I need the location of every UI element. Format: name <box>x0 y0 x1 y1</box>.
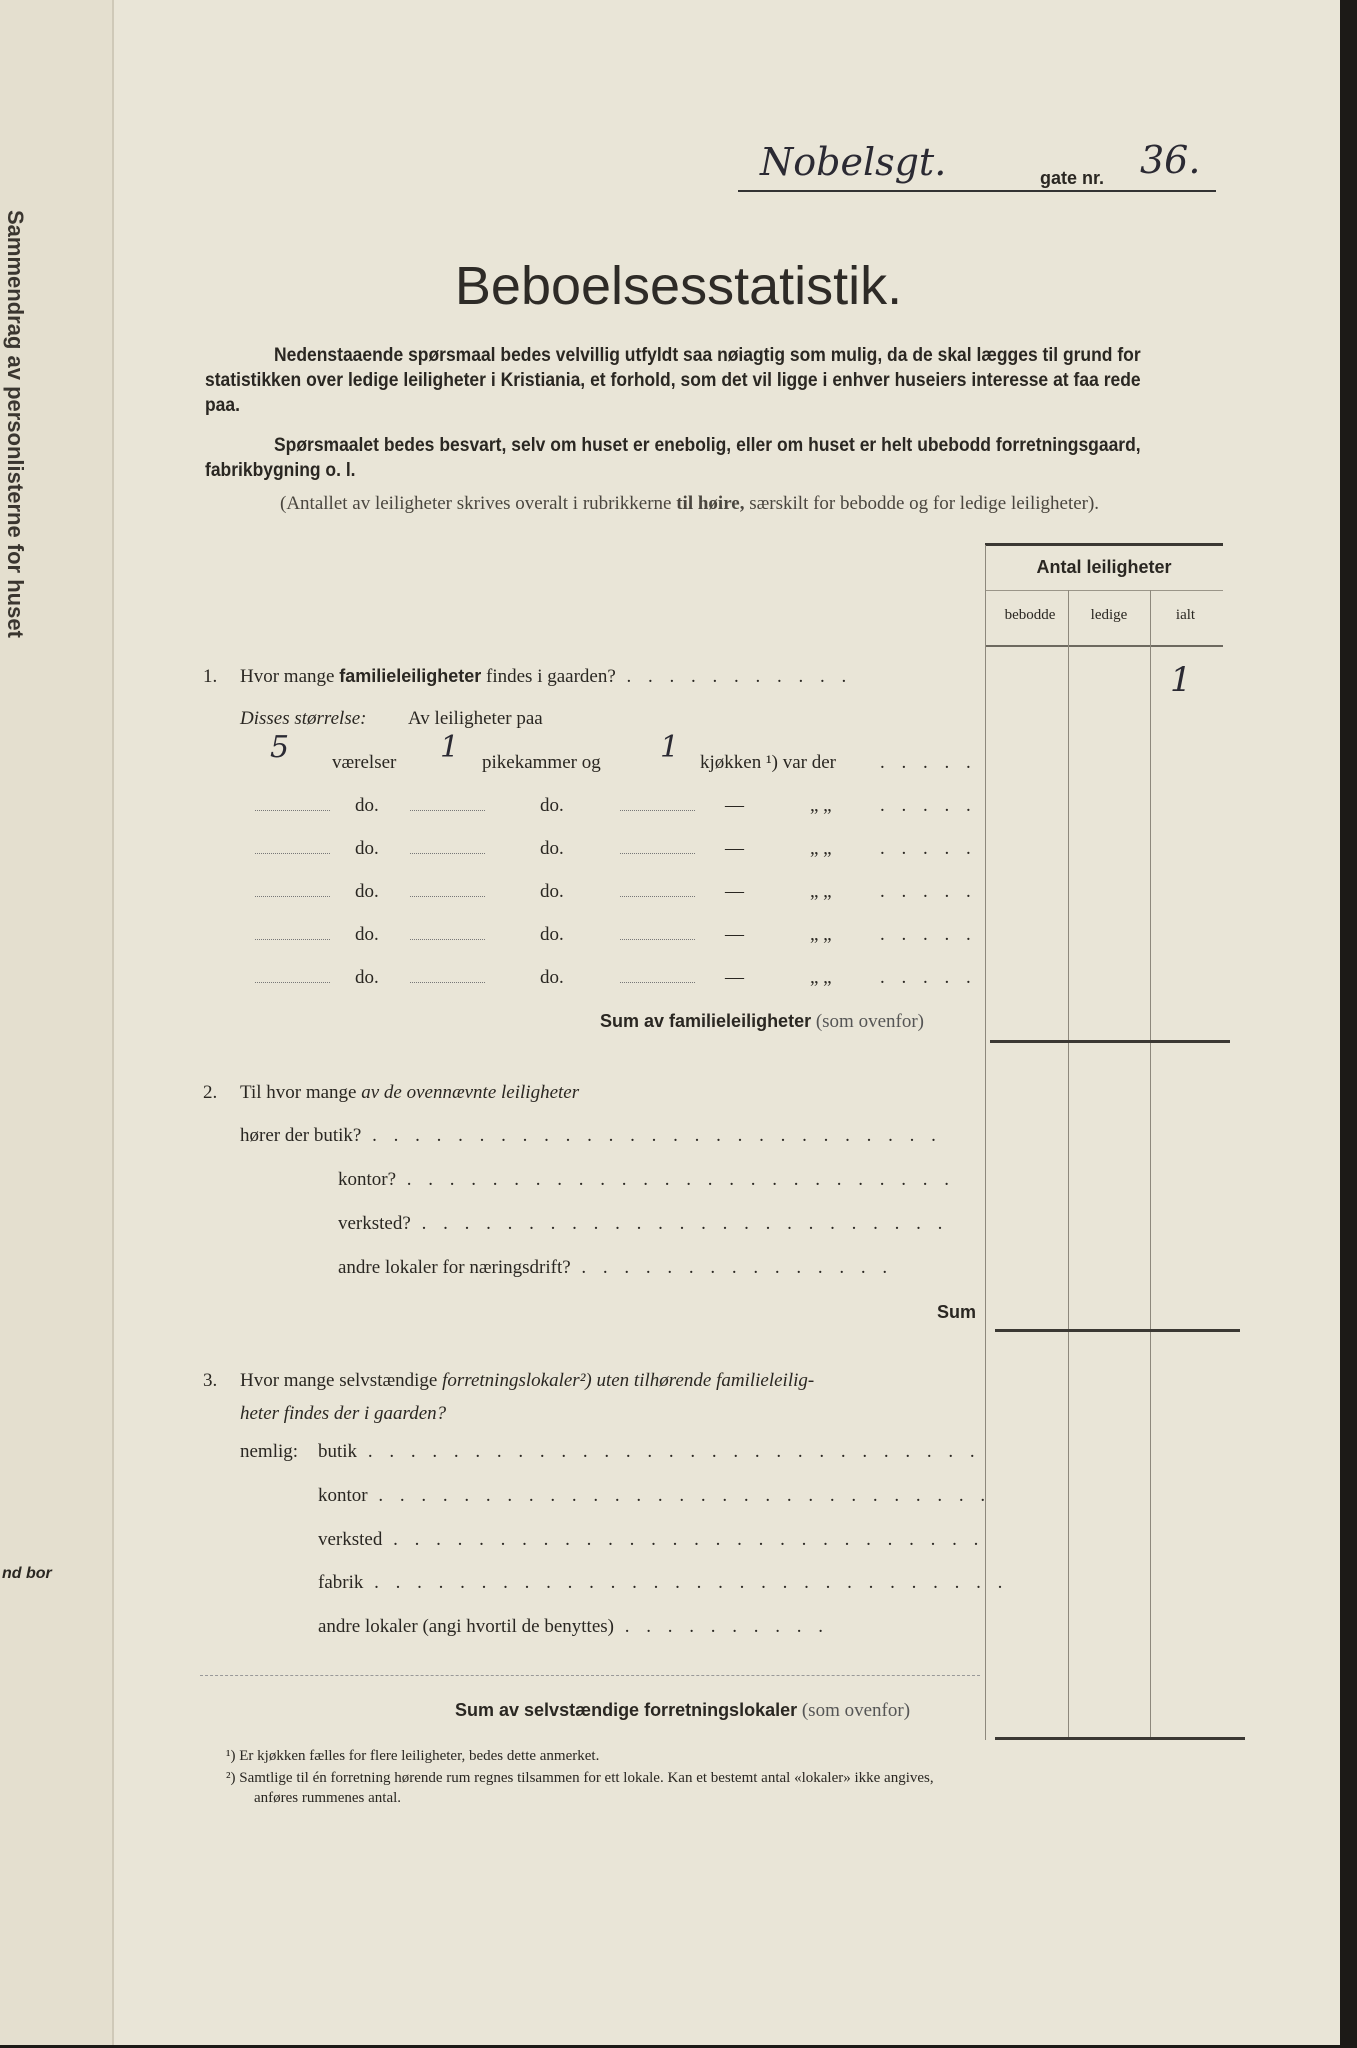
dash: — <box>725 967 744 988</box>
street-name-handwritten: Nobelsgt. <box>760 140 947 184</box>
col-line <box>1150 590 1151 1740</box>
q2-number: 2. <box>203 1082 218 1103</box>
do-label: do. <box>355 924 379 945</box>
q3-text-d: heter findes der i gaarden? <box>240 1403 447 1424</box>
q3-sum-note: (som ovenfor) <box>797 1700 911 1721</box>
q3-sum <box>455 1700 910 1722</box>
q3-item-label: verksted <box>318 1529 383 1550</box>
sum3-rule <box>995 1737 1245 1740</box>
q1-sum-note: (som ovenfor) <box>811 1011 924 1032</box>
q3-text-a: Hvor mange selvstændige <box>240 1370 443 1391</box>
q3-item: fabrik . . . . . . . . . . . . . . . . . . . . . . . . . . . . . . <box>318 1572 1009 1593</box>
q2-text-a: Til hvor mange <box>240 1082 362 1103</box>
q2-text-italic: av de ovennævnte leiligheter <box>361 1082 580 1103</box>
q3-item-label: fabrik <box>318 1572 364 1593</box>
kitchen-count: 1 <box>660 730 680 765</box>
q2-item-andre: andre lokaler for næringsdrift? . . . . . . . . . . . . . . . <box>338 1257 894 1278</box>
q3-text-italic: forretningslokaler <box>442 1370 580 1391</box>
q3-nemlig: nemlig: <box>240 1441 299 1462</box>
intro-p3-text: (Antallet av leiligheter skrives overalt i rubrikkerne <box>280 493 677 514</box>
street-number-handwritten: 36. <box>1140 138 1201 182</box>
q3-number: 3. <box>203 1370 218 1391</box>
q3-text <box>240 1370 814 1392</box>
intro-p3-bold: til høire, <box>676 493 745 514</box>
do-label: do. <box>540 924 564 945</box>
q3-item-label: andre lokaler (angi hvortil de benyttes) <box>318 1616 614 1637</box>
q1-size-text: Av leiligheter paa <box>408 708 543 729</box>
q1-ialt-handwritten: 1 <box>1170 660 1192 700</box>
q2-text <box>240 1082 579 1104</box>
intro-p3-text-end: særskilt for bebodde og for ledige leiligheter). <box>744 493 1100 514</box>
q1-size-label: Disses størrelse: <box>240 708 367 729</box>
ditto: „ „ <box>810 881 832 902</box>
intro-paragraph-2: Spørsmaalet bedes besvart, selv om huset er enebolig, eller om huset er helt ubebodd forretningsgaard, fabrikbygning o. l. <box>205 435 1141 481</box>
dash: — <box>725 838 744 859</box>
q1-text-a: Hvor mange <box>240 666 340 687</box>
col-ialt: ialt <box>1175 607 1196 623</box>
q2-item-label: kontor? <box>338 1169 397 1190</box>
col-ledige: ledige <box>1090 607 1128 623</box>
q1-sum-label: Sum av familieleiligheter <box>600 1011 812 1031</box>
left-margin-fragment: nd bor <box>2 1565 52 1582</box>
q1-text-c: findes i gaarden? <box>481 666 616 687</box>
maid-rooms-count: 1 <box>440 730 460 765</box>
intro-paragraph-3 <box>205 493 1222 515</box>
q3-item-label: kontor <box>318 1485 368 1506</box>
ditto: „ „ <box>810 924 832 945</box>
maid-rooms-label: pikekammer og <box>482 752 601 773</box>
do-label: do. <box>540 881 564 902</box>
ditto: „ „ <box>810 838 832 859</box>
q3-item: verksted . . . . . . . . . . . . . . . . . . . . . . . . . . . . <box>318 1529 985 1550</box>
address-line <box>738 190 1216 192</box>
sum1-rule <box>990 1040 1230 1043</box>
q2-item-label: hører der butik? <box>240 1125 362 1146</box>
rooms-label: værelser <box>332 752 397 773</box>
page-title: Beboelsesstatistik. <box>454 256 903 316</box>
q3-sum-label: Sum av selvstændige forretningslokaler <box>455 1700 798 1720</box>
dot-leader: . . . . . <box>880 752 977 773</box>
q3-item: kontor . . . . . . . . . . . . . . . . . . . . . . . . . . . . . <box>318 1485 992 1506</box>
table-header: Antal leiligheter <box>1036 557 1172 577</box>
q2-sum-label: Sum <box>937 1302 977 1322</box>
q3-text-c: ²) uten tilhørende familieleilig- <box>579 1370 815 1391</box>
do-label: do. <box>355 838 379 859</box>
table-rule <box>985 590 1223 591</box>
q2-item-verksted: verksted? . . . . . . . . . . . . . . . . . . . . . . . . . <box>338 1213 949 1234</box>
footnote-2: ²) Samtlige til én forretning hørende rum regnes tilsammen for ett lokale. Kan et bestemt antal «lokaler» ikke angives, <box>226 1770 934 1786</box>
col-bebodde: bebodde <box>1004 607 1056 623</box>
do-label: do. <box>540 967 564 988</box>
q2-item-label: andre lokaler for næringsdrift? <box>338 1257 571 1278</box>
q3-item: andre lokaler (angi hvortil de benyttes) . . . . . . . . . . <box>318 1616 829 1637</box>
rooms-count: 5 <box>270 730 290 765</box>
do-label: do. <box>355 881 379 902</box>
dash: — <box>725 795 744 816</box>
do-label: do. <box>540 838 564 859</box>
q1-text: Hvor mange familieleiligheter findes i gaarden? . . . . . . . . . . . <box>240 666 853 687</box>
ditto: „ „ <box>810 795 832 816</box>
dash: — <box>725 924 744 945</box>
intro-paragraph-1: Nedenstaaende spørsmaal bedes velvillig utfyldt saa nøiagtig som mulig, da de skal lægges til grund for statistikken over ledige leiligheter i Kristiania, et forhold, som det vil ligge i enhver huseiers interesse at faa rede paa. <box>205 345 1141 416</box>
dash: — <box>725 881 744 902</box>
do-label: do. <box>355 967 379 988</box>
do-label: do. <box>540 795 564 816</box>
q3-item-label: butik <box>318 1441 358 1462</box>
table-top-rule <box>985 543 1223 546</box>
kitchen-label: kjøkken ¹) var der <box>700 752 837 773</box>
gate-nr-label: gate nr. <box>1040 168 1105 188</box>
q1-sum <box>600 1011 924 1033</box>
separator <box>200 1675 980 1676</box>
do-label: do. <box>355 795 379 816</box>
q1-text-bold: familieleiligheter <box>339 666 482 686</box>
col-line <box>985 545 986 1740</box>
q3-item: butik . . . . . . . . . . . . . . . . . . . . . . . . . . . . . <box>318 1441 981 1462</box>
q2-item-butik: hører der butik? . . . . . . . . . . . . . . . . . . . . . . . . . . . <box>240 1125 942 1146</box>
form-page: Sammendrag av personlisterne for huset nd bor Nobelsgt. gate nr. 36. Beboelsesstatistik. Nedenstaaende spørsmaal bedes velvillig utfyldt saa nøiagtig som mulig, da de skal lægges til grund for statistikken over ledige leiligheter i Kristiania, et forhold, som det vil ligge i enhver huseiers interesse at faa rede paa. Spørsmaalet bedes besvart, selv om huset er enebolig, eller om huset er helt ubebodd forretningsgaard, fabrikbygning o. l. (Antallet av leiligheter skrives overalt i rubrikkerne til høire, særskilt for bebodde og for ledige leiligheter). Antal leiligheter bebodde ledige ialt 1. Hvor mange familieleiligheter findes i gaarden? . . . . . . . . . . . 1 Disses størrelse: Av leiligheter paa 5 værelser 1 pikekammer og 1 kjøkken ¹) var der . . . . . do. do. — „ „ . . . . . do. do. — „ „ . . . . . do. do. — „ „ . . . . . do. do. — „ „ . . . . . do. do. — „ „ . . . . . Sum av familieleiligheter (som ovenfor) 2. Til hvor mange av de ovennævnte leiligheter hører der butik? . . . . . . . . . . . . . . . . . . . . . . . . . . . kontor? . . . . . . . . . . . . . . . . . . . . . . . . . . verksted? . . . . . . . . . . . . . . . . . . . . . . . . . andre lokaler for næringsdrift? . . . . . . . . . . . . . . . Sum 3. Hvor mange selvstændige forretningslokaler²) uten tilhørende familieleilig- heter findes der i gaarden? nemlig: butik . . . . . . . . . . . . . . . . . . . . . . . . . . . . . kontor . . . . . . . . . . . . . . . . . . . . . . . . . . . . . verksted . . . . . . . . . . . . . . . . . . . . . . . . . . . . fabrik . . . . . . . . . . . . . . . . . . . . . . . . . . . . . . andre lokaler (angi hvortil de benyttes) . . . . . . . . . . Sum av selvstændige forretningslokaler (som ovenfor) ¹) Er kjøkken fælles for flere leiligheter, bedes dette anmerket. ²) Samtlige til én forretning hørende rum regnes tilsammen for ett lokale. Kan et bestemt antal «lokaler» ikke angives, anføres rummenes antal. <box>0 0 1340 2045</box>
ditto: „ „ <box>810 967 832 988</box>
footnote-1: ¹) Er kjøkken fælles for flere leiligheter, bedes dette anmerket. <box>226 1748 600 1764</box>
table-rule <box>985 645 1223 647</box>
sum2-rule <box>995 1329 1240 1332</box>
q2-item-kontor: kontor? . . . . . . . . . . . . . . . . . . . . . . . . . . <box>338 1169 956 1190</box>
q1-number: 1. <box>203 666 218 687</box>
q2-item-label: verksted? <box>338 1213 411 1234</box>
col-line <box>1068 590 1069 1740</box>
footnote-2-cont: anføres rummenes antal. <box>254 1790 402 1806</box>
left-margin-text: Sammendrag av personlisterne for huset <box>3 210 28 638</box>
